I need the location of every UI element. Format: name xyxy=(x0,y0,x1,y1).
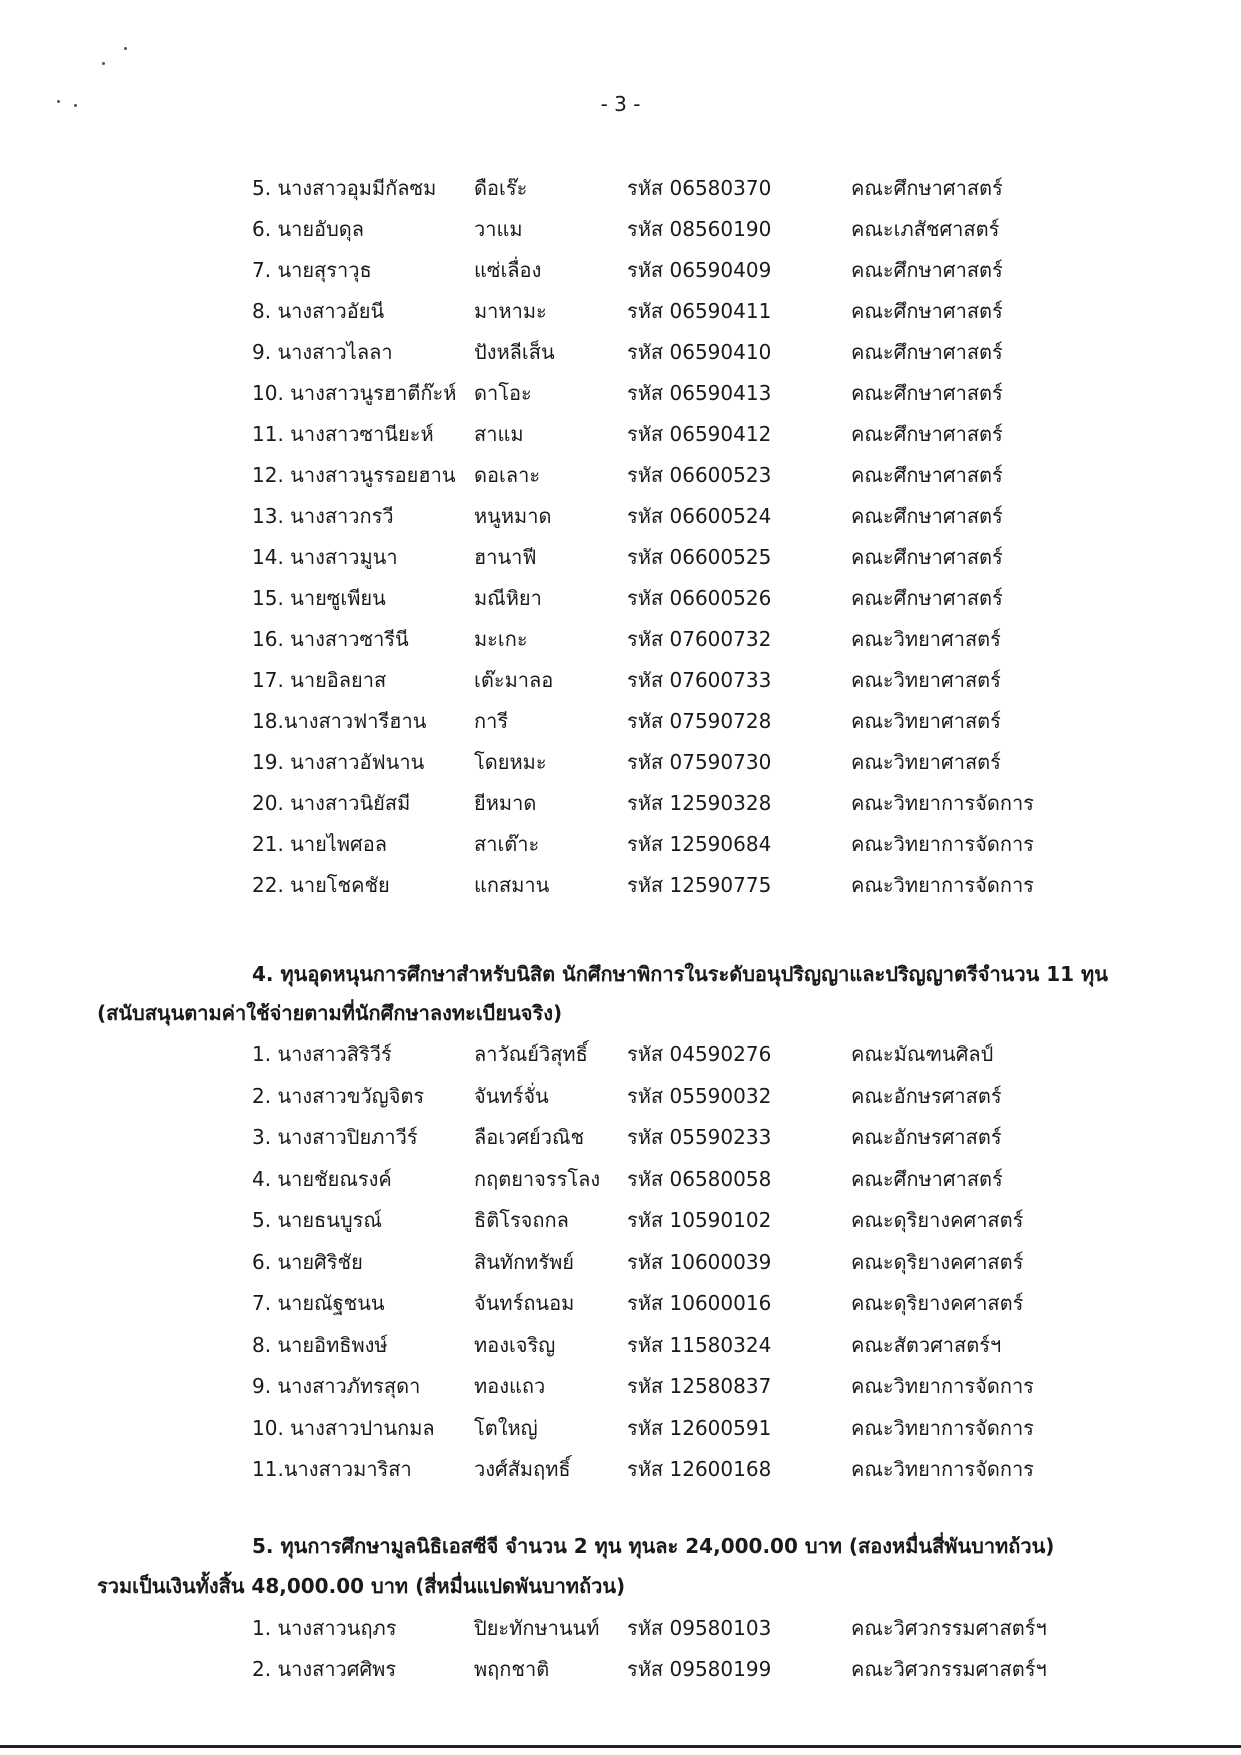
student-surname: พฤกชาติ xyxy=(474,1657,550,1681)
student-name: 7. นายสุราวุธ xyxy=(252,258,372,282)
student-faculty: คณะวิทยาการจัดการ xyxy=(851,873,1034,897)
student-faculty: คณะศึกษาศาสตร์ xyxy=(851,299,1003,323)
student-code: รหัส 06580370 xyxy=(627,176,772,200)
list-item xyxy=(0,787,1241,817)
student-code: รหัส 06580058 xyxy=(627,1167,772,1191)
student-faculty: คณะวิทยาการจัดการ xyxy=(851,1416,1034,1440)
student-surname: สินทักทรัพย์ xyxy=(474,1250,574,1274)
student-surname: สาแม xyxy=(474,422,524,446)
student-code: รหัส 07590730 xyxy=(627,750,772,774)
student-faculty: คณะดุริยางคศาสตร์ xyxy=(851,1250,1024,1274)
list-item xyxy=(0,418,1241,448)
student-surname: วงศ์สัมฤทธิ์ xyxy=(474,1457,571,1481)
student-name: 21. นายไพศอล xyxy=(252,832,387,856)
page-number: - 3 - xyxy=(600,92,641,116)
student-surname: แกสมาน xyxy=(474,873,550,897)
student-code: รหัส 06590410 xyxy=(627,340,772,364)
list-item xyxy=(0,377,1241,407)
student-faculty: คณะศึกษาศาสตร์ xyxy=(851,176,1003,200)
student-faculty: คณะวิศวกรรมศาสตร์ฯ xyxy=(851,1616,1047,1640)
student-code: รหัส 12590775 xyxy=(627,873,772,897)
student-surname: ปิยะทักษานนท์ xyxy=(474,1616,600,1640)
student-code: รหัส 06600526 xyxy=(627,586,772,610)
student-name: 16. นางสาวซารีนี xyxy=(252,627,409,651)
student-code: รหัส 12600591 xyxy=(627,1416,772,1440)
student-name: 14. นางสาวมูนา xyxy=(252,545,398,569)
student-name: 20. นางสาวนิยัสมี xyxy=(252,791,411,815)
student-surname: โตใหญ่ xyxy=(474,1416,538,1440)
list-item xyxy=(0,664,1241,694)
list-item xyxy=(0,1412,1241,1442)
student-name: 8. นายอิทธิพงษ์ xyxy=(252,1333,388,1357)
student-name: 9. นางสาวไลลา xyxy=(252,340,393,364)
list-item xyxy=(0,828,1241,858)
student-faculty: คณะศึกษาศาสตร์ xyxy=(851,422,1003,446)
student-surname: หนูหมาด xyxy=(474,504,552,528)
student-name: 12. นางสาวนูรรอยฮาน xyxy=(252,463,456,487)
student-surname: ปังหลีเส็น xyxy=(474,340,555,364)
student-name: 19. นางสาวอัฟนาน xyxy=(252,750,425,774)
list-item xyxy=(0,746,1241,776)
list-item xyxy=(0,1453,1241,1483)
student-faculty: คณะอักษรศาสตร์ xyxy=(851,1125,1002,1149)
student-code: รหัส 06600524 xyxy=(627,504,772,528)
student-surname: มะเกะ xyxy=(474,627,528,651)
student-name: 2. นางสาวศศิพร xyxy=(252,1657,397,1681)
list-item xyxy=(0,1121,1241,1151)
student-code: รหัส 06600525 xyxy=(627,545,772,569)
list-item xyxy=(0,1653,1241,1683)
student-surname: มาหามะ xyxy=(474,299,547,323)
student-name: 5. นายธนบูรณ์ xyxy=(252,1208,382,1232)
student-surname: ยีหมาด xyxy=(474,791,537,815)
student-surname: มณีหิยา xyxy=(474,586,542,610)
student-faculty: คณะวิทยาการจัดการ xyxy=(851,791,1034,815)
bottom-border xyxy=(0,1745,1241,1748)
student-faculty: คณะมัณฑนศิลป์ xyxy=(851,1042,994,1066)
student-surname: เต๊ะมาลอ xyxy=(474,668,554,692)
student-faculty: คณะศึกษาศาสตร์ xyxy=(851,504,1003,528)
student-faculty: คณะเภสัชศาสตร์ xyxy=(851,217,1000,241)
student-code: รหัส 04590276 xyxy=(627,1042,772,1066)
student-name: 2. นางสาวขวัญจิตร xyxy=(252,1084,425,1108)
list-item xyxy=(0,869,1241,899)
student-faculty: คณะอักษรศาสตร์ xyxy=(851,1084,1002,1108)
student-code: รหัส 05590233 xyxy=(627,1125,772,1149)
student-surname: ทองแถว xyxy=(474,1374,546,1398)
student-name: 1. นางสาวนฤภร xyxy=(252,1616,397,1640)
student-surname: ดอเลาะ xyxy=(474,463,541,487)
section4-heading-cont: (สนับสนุนตามค่าใช้จ่ายตามที่นักศึกษาลงทะเบียนจริง) xyxy=(97,1001,563,1025)
student-faculty: คณะวิทยาศาสตร์ xyxy=(851,627,1001,651)
student-code: รหัส 10600016 xyxy=(627,1291,772,1315)
student-name: 8. นางสาวอัยนี xyxy=(252,299,385,323)
student-faculty: คณะศึกษาศาสตร์ xyxy=(851,258,1003,282)
student-code: รหัส 10590102 xyxy=(627,1208,772,1232)
student-faculty: คณะศึกษาศาสตร์ xyxy=(851,381,1003,405)
student-faculty: คณะศึกษาศาสตร์ xyxy=(851,463,1003,487)
student-code: รหัส 06600523 xyxy=(627,463,772,487)
student-faculty: คณะวิทยาศาสตร์ xyxy=(851,668,1001,692)
student-faculty: คณะดุริยางคศาสตร์ xyxy=(851,1291,1024,1315)
list-item xyxy=(0,1080,1241,1110)
list-item xyxy=(0,1370,1241,1400)
scan-speck xyxy=(124,47,127,50)
student-name: 3. นางสาวปิยภาวีร์ xyxy=(252,1125,418,1149)
list-item xyxy=(0,1329,1241,1359)
student-surname: สาเต๊าะ xyxy=(474,832,540,856)
section4-heading: 4. ทุนอุดหนุนการศึกษาสำหรับนิสิต นักศึกษาพิการในระดับอนุปริญญาและปริญญาตรีจำนวน 11 ทุน xyxy=(252,962,1108,986)
student-faculty: คณะศึกษาศาสตร์ xyxy=(851,340,1003,364)
list-item xyxy=(0,582,1241,612)
student-surname: จันทร์จั่น xyxy=(474,1084,549,1108)
student-surname: ฮานาฟี xyxy=(474,545,537,569)
list-item xyxy=(0,1038,1241,1068)
student-code: รหัส 12590684 xyxy=(627,832,772,856)
student-surname: ลาวัณย์วิสุทธิ์ xyxy=(474,1042,588,1066)
student-name: 22. นายโชคชัย xyxy=(252,873,390,897)
list-item xyxy=(0,500,1241,530)
student-name: 1. นางสาวสิริวีร์ xyxy=(252,1042,392,1066)
student-code: รหัส 12600168 xyxy=(627,1457,772,1481)
student-code: รหัส 07600732 xyxy=(627,627,772,651)
student-name: 11.นางสาวมาริสา xyxy=(252,1457,412,1481)
list-item xyxy=(0,1163,1241,1193)
list-item xyxy=(0,541,1241,571)
student-surname: ดาโอะ xyxy=(474,381,532,405)
section5-heading-cont: รวมเป็นเงินทั้งสิ้น 48,000.00 บาท (สี่หมื่นแปดพันบาทถ้วน) xyxy=(97,1574,626,1598)
list-item xyxy=(0,1204,1241,1234)
student-code: รหัส 06590411 xyxy=(627,299,772,323)
list-item xyxy=(0,254,1241,284)
list-item xyxy=(0,1612,1241,1642)
list-item xyxy=(0,459,1241,489)
student-code: รหัส 08560190 xyxy=(627,217,772,241)
list-item xyxy=(0,623,1241,653)
list-item xyxy=(0,295,1241,325)
student-name: 15. นายซูเพียน xyxy=(252,586,386,610)
student-code: รหัส 12590328 xyxy=(627,791,772,815)
student-faculty: คณะสัตวศาสตร์ฯ xyxy=(851,1333,1002,1357)
list-item xyxy=(0,336,1241,366)
student-surname: การี xyxy=(474,709,509,733)
student-surname: ดือเร๊ะ xyxy=(474,176,528,200)
student-faculty: คณะวิทยาการจัดการ xyxy=(851,832,1034,856)
student-faculty: คณะวิทยาศาสตร์ xyxy=(851,709,1001,733)
student-code: รหัส 11580324 xyxy=(627,1333,772,1357)
section5-heading: 5. ทุนการศึกษามูลนิธิเอสซีจี จำนวน 2 ทุน ทุนละ 24,000.00 บาท (สองหมื่นสี่พันบาทถ้วน) xyxy=(252,1534,1055,1558)
student-code: รหัส 07600733 xyxy=(627,668,772,692)
student-surname: แซ่เลื่อง xyxy=(474,258,542,282)
scan-speck xyxy=(102,62,105,65)
student-surname: จันทร์ถนอม xyxy=(474,1291,575,1315)
student-code: รหัส 12580837 xyxy=(627,1374,772,1398)
student-faculty: คณะวิทยาการจัดการ xyxy=(851,1457,1034,1481)
list-item xyxy=(0,1287,1241,1317)
student-surname: วาแม xyxy=(474,217,523,241)
student-name: 7. นายณัฐชนน xyxy=(252,1291,385,1315)
student-faculty: คณะวิศวกรรมศาสตร์ฯ xyxy=(851,1657,1047,1681)
student-faculty: คณะวิทยาการจัดการ xyxy=(851,1374,1034,1398)
student-faculty: คณะวิทยาศาสตร์ xyxy=(851,750,1001,774)
student-name: 10. นางสาวนูรฮาตีก๊ะห์ xyxy=(252,381,457,405)
student-name: 6. นายอับดุล xyxy=(252,217,365,241)
student-name: 6. นายศิริชัย xyxy=(252,1250,363,1274)
student-name: 9. นางสาวภัทรสุดา xyxy=(252,1374,421,1398)
student-name: 10. นางสาวปานกมล xyxy=(252,1416,435,1440)
student-surname: ทองเจริญ xyxy=(474,1333,556,1357)
list-item xyxy=(0,213,1241,243)
student-faculty: คณะศึกษาศาสตร์ xyxy=(851,1167,1003,1191)
student-code: รหัส 06590413 xyxy=(627,381,772,405)
list-item xyxy=(0,1246,1241,1276)
student-code: รหัส 06590409 xyxy=(627,258,772,282)
student-code: รหัส 06590412 xyxy=(627,422,772,446)
list-item xyxy=(0,172,1241,202)
student-surname: ธิติโรจถกล xyxy=(474,1208,569,1232)
student-faculty: คณะศึกษาศาสตร์ xyxy=(851,545,1003,569)
student-name: 13. นางสาวกรวี xyxy=(252,504,394,528)
student-name: 5. นางสาวอุมมีกัลซม xyxy=(252,176,437,200)
student-code: รหัส 07590728 xyxy=(627,709,772,733)
student-name: 18.นางสาวฟารีฮาน xyxy=(252,709,427,733)
student-code: รหัส 09580103 xyxy=(627,1616,772,1640)
student-faculty: คณะศึกษาศาสตร์ xyxy=(851,586,1003,610)
student-surname: กฤตยาจรรโลง xyxy=(474,1167,601,1191)
student-code: รหัส 10600039 xyxy=(627,1250,772,1274)
student-code: รหัส 09580199 xyxy=(627,1657,772,1681)
student-name: 4. นายชัยณรงค์ xyxy=(252,1167,392,1191)
student-code: รหัส 05590032 xyxy=(627,1084,772,1108)
student-surname: ลือเวศย์วณิช xyxy=(474,1125,585,1149)
student-surname: โดยหมะ xyxy=(474,750,547,774)
student-name: 11. นางสาวซานียะห์ xyxy=(252,422,434,446)
list-item xyxy=(0,705,1241,735)
student-faculty: คณะดุริยางคศาสตร์ xyxy=(851,1208,1024,1232)
student-name: 17. นายอิลยาส xyxy=(252,668,387,692)
